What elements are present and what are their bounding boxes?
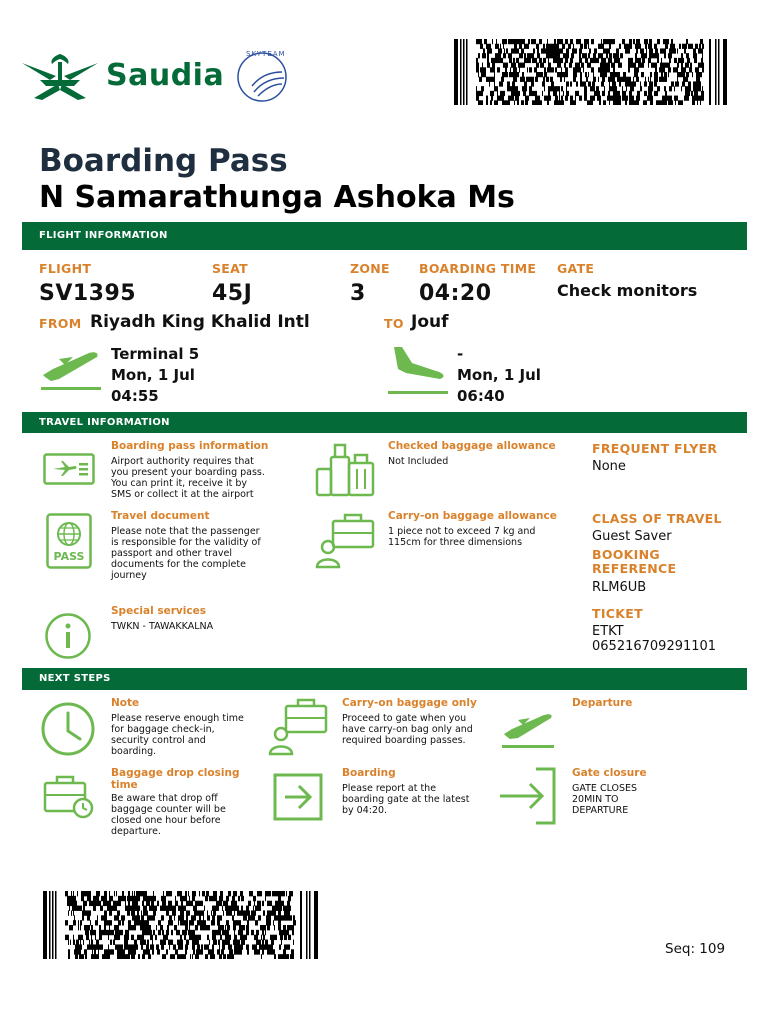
- page-title: Boarding Pass: [39, 143, 288, 179]
- boarding-pass-icon: [43, 453, 95, 485]
- zone-value: 3: [350, 281, 366, 306]
- arrival-time: 06:40: [457, 387, 505, 405]
- travel-info-bar: TRAVEL INFORMATION: [22, 412, 747, 433]
- from-airport: Riyadh King Khalid Intl: [90, 312, 310, 332]
- special-services-text: TWKN - TAWAKKALNA: [111, 621, 214, 632]
- carry-on-baggage-title: Carry-on baggage allowance: [388, 510, 557, 522]
- gate-closure-title: Gate closure: [572, 767, 647, 779]
- gate-label: GATE: [557, 261, 595, 276]
- departure-date: Mon, 1 Jul: [111, 366, 195, 384]
- sequence-number: Seq: 109: [665, 941, 726, 957]
- passport-icon: [46, 513, 92, 569]
- carry-on-baggage-icon: [315, 513, 377, 569]
- checked-baggage-icon: [315, 443, 377, 499]
- ticket-label: TICKET: [592, 606, 643, 621]
- info-icon: [44, 612, 92, 660]
- boarding-info-text: Airport authority requires that you present your boarding pass. You can print it, receive it by SMS or collect it at the airport: [111, 456, 265, 500]
- travel-doc-text: Please note that the passenger is responsible for the validity of passport and other travel documents for the complete journey: [111, 526, 261, 581]
- carry-on-only-icon: [268, 698, 330, 756]
- booking-reference-label: BOOKING REFERENCE: [592, 547, 677, 576]
- frequent-flyer-label: FREQUENT FLYER: [592, 441, 718, 456]
- brand-wordmark: Saudia: [106, 58, 225, 93]
- to-airport: Jouf: [411, 312, 449, 332]
- boarding-title: Boarding: [342, 767, 396, 779]
- clock-icon: [40, 701, 96, 757]
- ticket-value: ETKT 065216709291101: [592, 624, 717, 654]
- gate-value: Check monitors: [557, 281, 698, 300]
- passenger-name: N Samarathunga Ashoka Ms: [39, 180, 515, 215]
- class-value: Guest Saver: [592, 529, 672, 544]
- flight-info-bar: FLIGHT INFORMATION: [22, 222, 747, 250]
- gate-closure-text: GATE CLOSES 20MIN TO DEPARTURE: [572, 783, 638, 816]
- arrival-date: Mon, 1 Jul: [457, 366, 541, 384]
- barcode-bottom: [43, 891, 318, 959]
- checked-baggage-text: Not Included: [388, 456, 449, 467]
- note-title: Note: [111, 697, 140, 709]
- passport-word: PASS: [53, 550, 85, 563]
- checked-baggage-title: Checked baggage allowance: [388, 440, 556, 452]
- skyteam-logo: [232, 46, 292, 104]
- carry-on-baggage-text: 1 piece not to exceed 7 kg and 115cm for three dimensions: [388, 526, 536, 548]
- class-label: CLASS OF TRAVEL: [592, 511, 722, 526]
- to-label: TO: [384, 316, 404, 331]
- special-services-title: Special services: [111, 605, 206, 617]
- seat-label: SEAT: [212, 261, 248, 276]
- note-text: Please reserve enough time for baggage check-in, security control and boarding.: [111, 713, 244, 757]
- baggage-drop-text: Be aware that drop off baggage counter will be closed one hour before departure.: [111, 793, 226, 837]
- boarding-time-label: BOARDING TIME: [419, 261, 537, 276]
- baggage-drop-title: Baggage drop closing time: [111, 767, 240, 791]
- baggage-drop-icon: [43, 775, 95, 819]
- departure-title: Departure: [572, 697, 633, 709]
- flight-number: SV1395: [39, 281, 137, 306]
- departure-icon: [500, 708, 556, 750]
- frequent-flyer-value: None: [592, 459, 626, 474]
- skyteam-wordmark: SKYTEAM: [246, 50, 286, 58]
- landing-icon: [386, 343, 450, 395]
- seat-value: 45J: [212, 281, 253, 306]
- zone-label: ZONE: [350, 261, 390, 276]
- palm-emblem-icon: [20, 50, 100, 104]
- arrival-terminal: -: [457, 345, 464, 363]
- from-label: FROM: [39, 316, 82, 331]
- booking-reference-value: RLM6UB: [592, 580, 647, 595]
- departure-time: 04:55: [111, 387, 159, 405]
- gate-closure-icon: [498, 767, 560, 827]
- boarding-time-value: 04:20: [419, 281, 492, 306]
- boarding-arrow-icon: [273, 773, 325, 821]
- travel-doc-title: Travel document: [111, 510, 210, 522]
- boarding-info-title: Boarding pass information: [111, 440, 269, 452]
- departure-terminal: Terminal 5: [111, 345, 200, 363]
- boarding-text: Please report at the boarding gate at the latest by 04:20.: [342, 783, 470, 816]
- carry-on-only-text: Proceed to gate when you have carry-on bag only and required boarding passes.: [342, 713, 473, 746]
- next-steps-bar: NEXT STEPS: [22, 668, 747, 690]
- flight-label: FLIGHT: [39, 261, 92, 276]
- barcode-top: [454, 39, 727, 105]
- takeoff-icon: [39, 345, 103, 393]
- carry-on-only-title: Carry-on baggage only: [342, 697, 477, 709]
